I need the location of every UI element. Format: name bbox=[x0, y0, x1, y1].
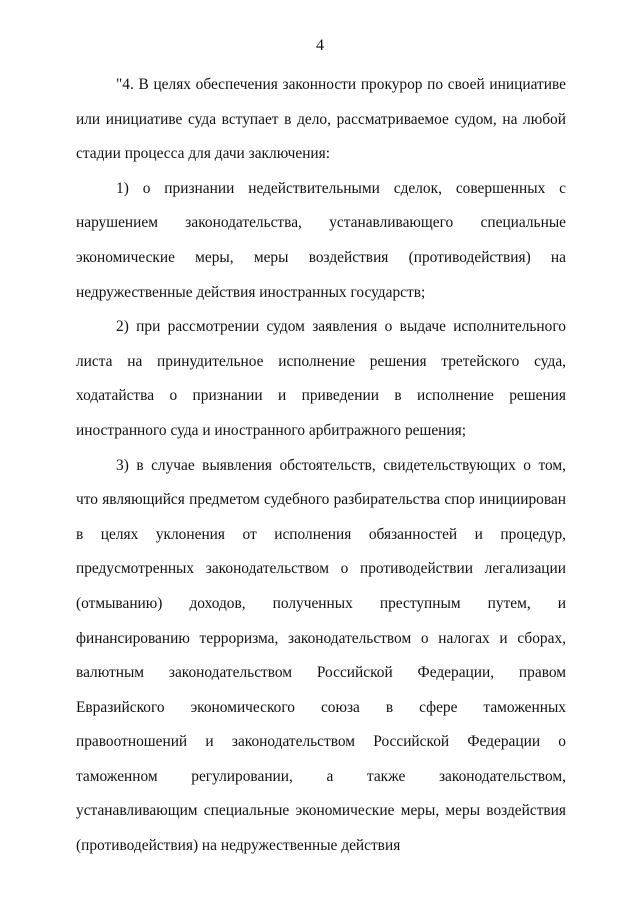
paragraph-item-1: 1) о признании недействительными сделок, совершенных с нарушением законодательства, устанавливающего специальные экономические меры, меры воздействия (противодействия) на недружественные действия иностранных государств; bbox=[76, 179, 566, 301]
document-body bbox=[76, 68, 566, 864]
paragraph-intro: "4. В целях обеспечения законности прокурор по своей инициативе или инициативе суда вступает в дело, рассматриваемое судом, на любой стадии процесса для дачи заключения: bbox=[76, 76, 566, 163]
paragraph-item-3: 3) в случае выявления обстоятельств, свидетельствующих о том, что являющийся предметом судебного разбирательства спор инициирован в целях уклонения от исполнения обязанностей и процедур, предусмотренных законодательством о противодействии легализации (отмыванию) доходов, полученных преступным путем, и финансированию терроризма, законодательством о налогах и сборах, валютным законодательством Российской Федерации, правом Евразийского экономического союза в сфере таможенных правоотношений и законодательством Российской Федерации о таможенном регулировании, а также законодательством, устанавливающим специальные экономические меры, меры воздействия (противодействия) на недружественные действия bbox=[76, 456, 566, 855]
paragraph-item-2: 2) при рассмотрении судом заявления о выдаче исполнительного листа на принудительное исполнение решения третейского суда, ходатайства о признании и приведении в исполнение решения иностранного суда и иностранного арбитражного решения; bbox=[76, 318, 566, 439]
page-number: 4 bbox=[316, 37, 324, 54]
